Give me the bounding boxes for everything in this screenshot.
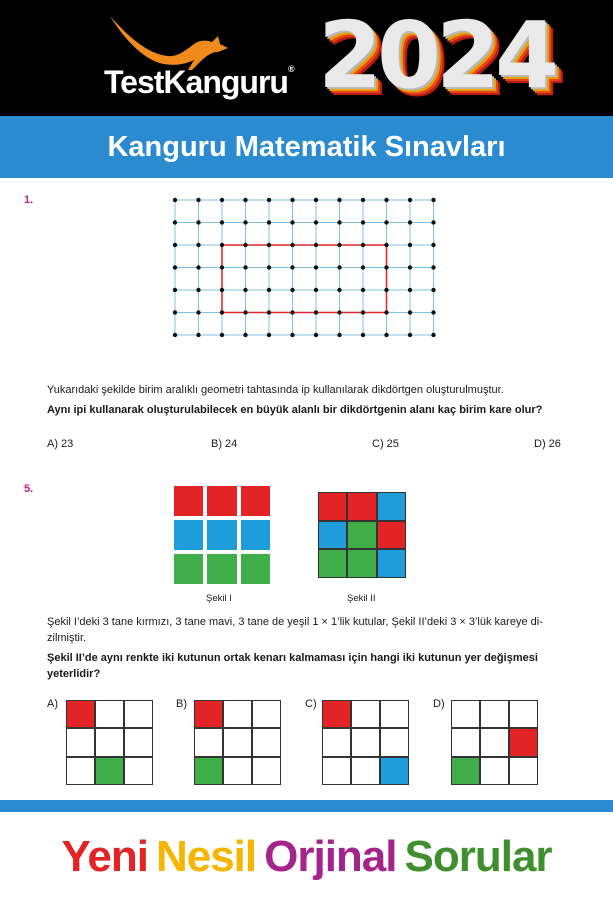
- year-logo: 2024: [318, 2, 555, 109]
- empty-square: [351, 700, 380, 728]
- question-5-prompt: [47, 650, 592, 682]
- geoboard-peg: [290, 198, 294, 202]
- blue-square: [318, 521, 347, 550]
- blue-square: [174, 520, 203, 550]
- geoboard-peg: [384, 288, 388, 292]
- red-square: [66, 700, 95, 728]
- green-square: [207, 554, 236, 584]
- red-square: [377, 521, 406, 550]
- question-5-option-a-grid[interactable]: [66, 700, 153, 785]
- green-square: [241, 554, 270, 584]
- green-square: [347, 549, 376, 578]
- red-square: [347, 492, 376, 521]
- green-square: [451, 757, 480, 785]
- geoboard-peg: [290, 288, 294, 292]
- empty-square: [252, 700, 281, 728]
- header-bar: [0, 0, 613, 116]
- question-5-option-d-grid[interactable]: [451, 700, 538, 785]
- geoboard-peg: [337, 198, 341, 202]
- empty-square: [451, 728, 480, 756]
- geoboard-peg: [290, 310, 294, 314]
- geoboard-peg: [173, 333, 177, 337]
- geoboard-peg: [431, 220, 435, 224]
- empty-square: [124, 728, 153, 756]
- geoboard-peg: [337, 243, 341, 247]
- green-square: [95, 757, 124, 785]
- question-5-option-d-label[interactable]: D): [433, 698, 445, 710]
- geoboard-peg: [431, 288, 435, 292]
- slogan-word-1: Yeni: [61, 832, 148, 881]
- geoboard-peg: [290, 265, 294, 269]
- geoboard-peg: [267, 265, 271, 269]
- geoboard-peg: [361, 310, 365, 314]
- rope-rectangle: [222, 245, 387, 313]
- geoboard-peg: [243, 198, 247, 202]
- footer-slogan: [0, 832, 613, 882]
- empty-square: [322, 728, 351, 756]
- geoboard-peg: [243, 288, 247, 292]
- geoboard-peg: [337, 310, 341, 314]
- empty-square: [451, 700, 480, 728]
- geoboard-peg: [243, 243, 247, 247]
- geoboard-peg: [220, 265, 224, 269]
- empty-square: [509, 757, 538, 785]
- blue-square: [207, 520, 236, 550]
- empty-square: [509, 700, 538, 728]
- geoboard-peg: [384, 310, 388, 314]
- geoboard-peg: [384, 265, 388, 269]
- geoboard-peg: [408, 333, 412, 337]
- empty-square: [380, 700, 409, 728]
- geoboard-peg: [173, 265, 177, 269]
- geoboard-peg: [337, 220, 341, 224]
- question-5-text-line2: zilmiştir.: [47, 632, 87, 644]
- question-1-option-c[interactable]: C) 25: [372, 438, 399, 450]
- geoboard-peg: [384, 243, 388, 247]
- geoboard-peg: [314, 265, 318, 269]
- empty-square: [66, 728, 95, 756]
- geoboard-peg: [408, 220, 412, 224]
- slogan-word-3: Orjinal: [264, 832, 397, 881]
- geoboard-peg: [196, 265, 200, 269]
- geoboard-peg: [290, 220, 294, 224]
- question-5-option-b-label[interactable]: B): [176, 698, 187, 710]
- geoboard-peg: [384, 220, 388, 224]
- geoboard-peg: [408, 243, 412, 247]
- red-square: [207, 486, 236, 516]
- green-square: [318, 549, 347, 578]
- red-square: [318, 492, 347, 521]
- brand-reg-mark: ®: [287, 64, 294, 74]
- empty-square: [480, 700, 509, 728]
- red-square: [322, 700, 351, 728]
- green-square: [174, 554, 203, 584]
- geoboard-peg: [196, 310, 200, 314]
- blue-square: [380, 757, 409, 785]
- question-5-number: 5.: [24, 483, 34, 495]
- geoboard-peg: [361, 243, 365, 247]
- geoboard-peg: [431, 198, 435, 202]
- geoboard-peg: [314, 198, 318, 202]
- question-5-prompt-line2: yeterlidir?: [47, 668, 101, 680]
- geoboard-figure: [165, 192, 445, 360]
- green-square: [194, 757, 223, 785]
- geoboard-peg: [220, 333, 224, 337]
- geoboard-peg: [243, 333, 247, 337]
- geoboard-peg: [173, 288, 177, 292]
- geoboard-peg: [173, 243, 177, 247]
- empty-square: [223, 757, 252, 785]
- empty-square: [223, 728, 252, 756]
- empty-square: [95, 700, 124, 728]
- geoboard-peg: [267, 310, 271, 314]
- blue-square: [377, 492, 406, 521]
- geoboard-peg: [408, 310, 412, 314]
- geoboard-peg: [408, 288, 412, 292]
- empty-square: [380, 728, 409, 756]
- geoboard-peg: [384, 333, 388, 337]
- figure-1-label: Şekil I: [206, 593, 232, 604]
- geoboard-peg: [196, 288, 200, 292]
- empty-square: [351, 757, 380, 785]
- figure-2-label: Şekil II: [347, 593, 376, 604]
- blue-square: [377, 549, 406, 578]
- geoboard-peg: [314, 220, 318, 224]
- brand-logo: [104, 64, 294, 101]
- empty-square: [223, 700, 252, 728]
- geoboard-peg: [267, 243, 271, 247]
- geoboard-peg: [243, 265, 247, 269]
- red-square: [241, 486, 270, 516]
- geoboard-peg: [196, 198, 200, 202]
- figure-2-grid: [318, 492, 406, 578]
- geoboard-peg: [431, 243, 435, 247]
- question-1-option-b[interactable]: B) 24: [211, 438, 238, 450]
- empty-square: [95, 728, 124, 756]
- empty-square: [66, 757, 95, 785]
- geoboard-peg: [290, 333, 294, 337]
- geoboard-peg: [220, 310, 224, 314]
- question-1-text: Yukarıdaki şekilde birim aralıklı geometri tahtasında ip kullanılarak dikdörtgen oluşturulmuştur.: [47, 384, 504, 396]
- page-title: Kanguru Matematik Sınavları: [0, 116, 613, 178]
- geoboard-peg: [337, 288, 341, 292]
- geoboard-peg: [220, 198, 224, 202]
- geoboard-peg: [431, 310, 435, 314]
- question-5-option-b-grid[interactable]: [194, 700, 281, 785]
- geoboard-peg: [431, 333, 435, 337]
- geoboard-peg: [408, 265, 412, 269]
- figure-1-grid: [174, 486, 270, 584]
- green-square: [347, 521, 376, 550]
- geoboard-peg: [431, 265, 435, 269]
- geoboard-peg: [314, 310, 318, 314]
- geoboard-peg: [290, 243, 294, 247]
- slogan-word-4: Sorular: [404, 832, 552, 881]
- slogan-word-2: Nesil: [155, 832, 257, 881]
- geoboard-peg: [408, 198, 412, 202]
- geoboard-peg: [314, 288, 318, 292]
- geoboard-peg: [173, 310, 177, 314]
- geoboard-peg: [267, 333, 271, 337]
- geoboard-peg: [361, 198, 365, 202]
- question-5-text-line1: Şekil I’deki 3 tane kırmızı, 3 tane mavi, 3 tane de yeşil 1 × 1’lik kutular, Şekil II’deki 3 × 3’lük kareye di-: [47, 616, 543, 628]
- geoboard-peg: [196, 243, 200, 247]
- empty-square: [351, 728, 380, 756]
- geoboard-peg: [267, 220, 271, 224]
- geoboard-peg: [196, 220, 200, 224]
- empty-square: [252, 757, 281, 785]
- geoboard-peg: [243, 310, 247, 314]
- footer-divider: [0, 800, 613, 812]
- question-5-option-c-label[interactable]: C): [305, 698, 317, 710]
- geoboard-peg: [384, 198, 388, 202]
- empty-square: [124, 757, 153, 785]
- question-1-number: 1.: [24, 194, 34, 206]
- empty-square: [480, 757, 509, 785]
- geoboard-peg: [267, 288, 271, 292]
- question-5-text: [47, 614, 592, 646]
- red-square: [174, 486, 203, 516]
- empty-square: [194, 728, 223, 756]
- empty-square: [322, 757, 351, 785]
- question-1-option-a[interactable]: A) 23: [47, 438, 74, 450]
- blue-square: [241, 520, 270, 550]
- geoboard-peg: [337, 265, 341, 269]
- empty-square: [124, 700, 153, 728]
- geoboard-peg: [220, 220, 224, 224]
- geoboard-peg: [361, 288, 365, 292]
- geoboard-peg: [361, 333, 365, 337]
- geoboard-peg: [243, 220, 247, 224]
- geoboard-peg: [196, 333, 200, 337]
- question-1-option-d[interactable]: D) 26: [534, 438, 561, 450]
- question-5-option-c-grid[interactable]: [322, 700, 409, 785]
- geoboard-peg: [220, 243, 224, 247]
- geoboard-peg: [173, 198, 177, 202]
- brand-text: TestKanguru: [104, 64, 288, 100]
- empty-square: [480, 728, 509, 756]
- geoboard-peg: [361, 220, 365, 224]
- geoboard-peg: [267, 198, 271, 202]
- question-1-prompt: Aynı ipi kullanarak oluşturulabilecek en büyük alanlı bir dikdörtgenin alanı kaç birim kare olur?: [47, 404, 543, 416]
- geoboard-peg: [361, 265, 365, 269]
- empty-square: [252, 728, 281, 756]
- red-square: [194, 700, 223, 728]
- red-square: [509, 728, 538, 756]
- geoboard-peg: [314, 243, 318, 247]
- geoboard-peg: [337, 333, 341, 337]
- geoboard-peg: [314, 333, 318, 337]
- geoboard-peg: [220, 288, 224, 292]
- question-5-option-a-label[interactable]: A): [47, 698, 58, 710]
- geoboard-peg: [173, 220, 177, 224]
- question-5-prompt-line1: Şekil II’de aynı renkte iki kutunun ortak kenarı kalmaması için hangi iki kutunun yer değişmesi: [47, 652, 538, 664]
